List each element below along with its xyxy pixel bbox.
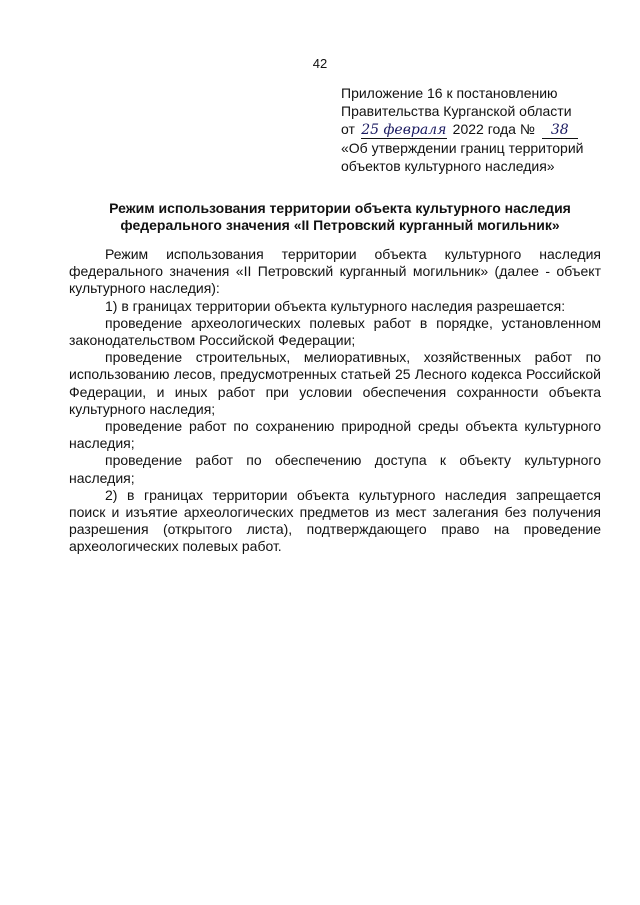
appendix-header [341,84,626,175]
number-label: № [519,121,535,137]
appendix-line-1: Приложение 16 к постановлению [341,85,558,101]
paragraph: проведение археологических полевых работ в порядке, установленном законодательством Российской Федерации; [69,314,601,349]
paragraph: проведение работ по сохранению природной среды объекта культурного наследия; [69,418,601,452]
paragraph: проведение работ по обеспечению доступа к объекту культурного наследия; [69,452,601,486]
from-label: от [341,121,355,137]
appendix-date-line [341,120,626,139]
title-line-2: федерального значения «II Петровский курганный могильник» [120,217,560,233]
paragraph: 2) в границах территории объекта культурного наследия запрещается поиск и изъятие археологических предметов из мест залегания без получения разрешения (открытого листа), подтверждающего право на проведение археологических полевых работ. [69,486,601,555]
paragraph: 1) в границах территории объекта культурного наследия разрешается: [105,297,566,314]
appendix-line-5: объектов культурного наследия» [341,158,555,174]
appendix-line-4: «Об утверждении границ территорий [341,140,584,156]
handwritten-number: 38 [542,123,578,139]
document-body [69,246,601,556]
title-line-1: Режим использования территории объекта культурного наследия [109,200,571,216]
year-text: 2022 года [452,121,516,137]
paragraph: проведение строительных, мелиоративных, хозяйственных работ по использованию лесов, предусмотренных статьей 25 Лесного кодекса Российской Федерации, и иных работ при условии обеспечения сохранности объекта культурного наследия; [69,349,601,417]
document-title [60,200,620,234]
appendix-line-2: Правительства Курганской области [341,103,572,119]
handwritten-date: 25 февраля [361,122,447,138]
page-number: 42 [312,56,328,71]
paragraph: Режим использования территории объекта культурного наследия федерального значения «II Петровский курганный могильник» (далее - объект культурного наследия): [69,246,601,297]
